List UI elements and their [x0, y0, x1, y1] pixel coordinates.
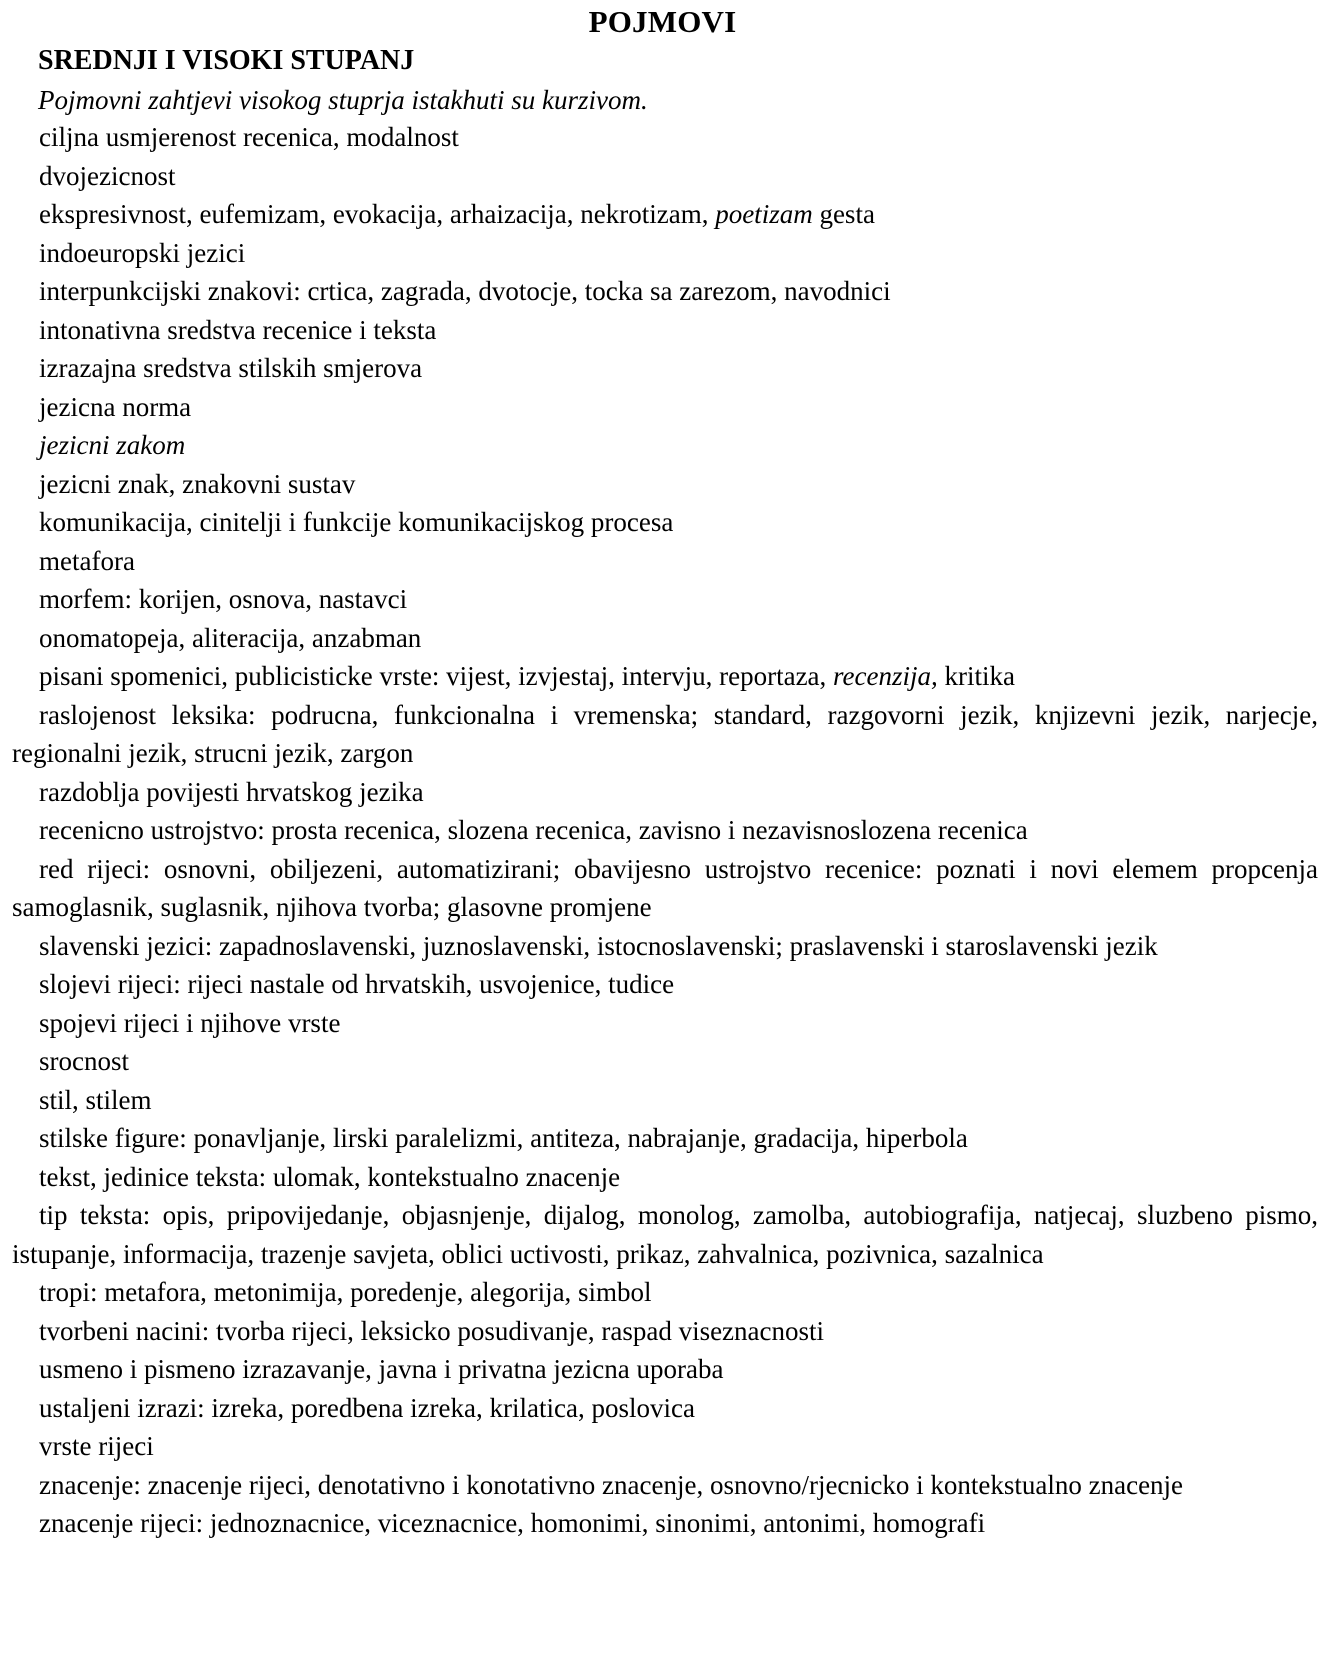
term-item [12, 503, 1318, 542]
term-text: spojevi rijeci i njihove vrste [39, 1007, 341, 1038]
term-text: recenicno ustrojstvo: prosta recenica, slozena recenica, zavisno i nezavisnoslozena recenica [39, 815, 1028, 845]
term-italic-text: jezicni zakom [39, 430, 186, 460]
term-item [12, 272, 1318, 311]
terms-list [12, 118, 1318, 1543]
term-item [12, 619, 1318, 658]
term-item [12, 773, 1318, 812]
term-text: ciljna usmjerenost recenica, modalnost [39, 122, 459, 152]
term-italic-text: recenzija, [833, 661, 938, 691]
term-item [12, 811, 1318, 850]
term-item [12, 542, 1318, 581]
term-item [12, 349, 1318, 388]
term-text: indoeuropski jezici [39, 237, 246, 268]
term-item [12, 696, 1318, 773]
term-item [12, 1389, 1318, 1428]
term-item [12, 1158, 1318, 1197]
term-text: intonativna sredstva recenice i teksta [39, 314, 437, 345]
term-text-after: gesta [812, 199, 875, 229]
term-item [12, 1350, 1318, 1389]
term-item [12, 965, 1318, 1004]
term-item [12, 1119, 1318, 1158]
term-text: komunikacija, cinitelji i funkcije komunikacijskog procesa [39, 507, 674, 537]
page-title: POJMOVI [588, 4, 737, 39]
term-item [12, 1312, 1318, 1351]
term-text: znacenje rijeci: jednoznacnice, viceznacnice, homonimi, sinonimi, antonimi, homografi [39, 1508, 986, 1538]
term-item [12, 388, 1318, 427]
term-item [12, 465, 1318, 504]
term-item [12, 157, 1318, 196]
term-item [12, 1466, 1318, 1505]
term-text: stilske figure: ponavljanje, lirski paralelizmi, antiteza, nabrajanje, gradacija, hiperbola [39, 1123, 968, 1153]
term-text: usmeno i pismeno izrazavanje, javna i privatna jezicna uporaba [39, 1354, 724, 1384]
term-item [12, 426, 1318, 465]
term-text: srocnost [39, 1046, 129, 1076]
term-text: red rijeci: osnovni, obiljezeni, automatizirani; obavijesno ustrojstvo recenice: poznati i novi elemem propcenja samoglasnik, suglasnik, njihova tvorba; glasovne promjene [12, 853, 1318, 922]
term-item [12, 234, 1318, 273]
term-item [12, 850, 1318, 927]
term-text: slojevi rijeci: rijeci nastale od hrvatskih, usvojenice, tudice [39, 969, 675, 999]
term-text: znacenje: znacenje rijeci, denotativno i konotativno znacenje, osnovno/rjecnicko i kontekstualno znacenje [39, 1469, 1184, 1500]
term-item [12, 1427, 1318, 1466]
term-item [12, 657, 1318, 696]
term-text: vrste rijeci [39, 1431, 154, 1461]
term-text: tvorbeni nacini: tvorba rijeci, leksicko posudivanje, raspad viseznacnosti [39, 1315, 825, 1346]
term-text: ekspresivnost, eufemizam, evokacija, arhaizacija, nekrotizam, [39, 199, 716, 229]
term-text-after: kritika [937, 661, 1015, 691]
term-text: tekst, jedinice teksta: ulomak, kontekstualno znacenje [39, 1161, 621, 1192]
term-text: razdoblja povijesti hrvatskog jezika [39, 776, 424, 807]
term-text: jezicni znak, znakovni sustav [39, 468, 356, 499]
term-text: stil, stilem [39, 1084, 152, 1115]
term-item [12, 1273, 1318, 1312]
term-italic-text: poetizam [715, 199, 813, 229]
term-text: metafora [39, 545, 135, 576]
term-text: raslojenost leksika: podrucna, funkcionalna i vremenska; standard, razgovorni jezik, knjizevni jezik, narjecje, regionalni jezik, strucni jezik, zargon [12, 699, 1318, 768]
italic-note: Pojmovni zahtjevi visokog stuprja istakhuti su kurzivom. [38, 85, 648, 115]
term-text: izrazajna sredstva stilskih smjerova [39, 353, 423, 383]
term-item [12, 927, 1318, 966]
term-text: interpunkcijski znakovi: crtica, zagrada, dvotocje, tocka sa zarezom, navodnici [39, 276, 891, 306]
term-text: dvojezicnost [39, 160, 176, 191]
term-text: onomatopeja, aliteracija, anzabman [39, 622, 422, 653]
term-item [12, 1196, 1318, 1273]
term-text: tropi: metafora, metonimija, poredenje, alegorija, simbol [39, 1277, 652, 1307]
term-item [12, 311, 1318, 350]
term-item [12, 1504, 1318, 1543]
term-text: slavenski jezici: zapadnoslavenski, juznoslavenski, istocnoslavenski; praslavenski i staroslavenski jezik [39, 930, 1158, 961]
term-text: morfem: korijen, osnova, nastavci [39, 584, 408, 614]
term-item [12, 580, 1318, 619]
term-item [12, 1004, 1318, 1043]
term-text: ustaljeni izrazi: izreka, poredbena izreka, krilatica, poslovica [39, 1392, 695, 1423]
term-item [12, 1081, 1318, 1120]
term-text: tip teksta: opis, pripovijedanje, objasnjenje, dijalog, monolog, zamolba, autobiografija, natjecaj, sluzbeno pismo, istupanje, informacija, trazenje savjeta, oblici uctivosti, prikaz, zahvalnica, pozivnica, sazalnica [12, 1200, 1318, 1269]
section-subtitle: SREDNJI I VISOKI STUPANJ [38, 45, 415, 76]
term-text: pisani spomenici, publicisticke vrste: vijest, izvjestaj, intervju, reportaza, [39, 661, 834, 691]
term-item [12, 118, 1318, 157]
term-item [12, 1042, 1318, 1081]
term-text: jezicna norma [39, 391, 192, 422]
term-item [12, 195, 1318, 234]
